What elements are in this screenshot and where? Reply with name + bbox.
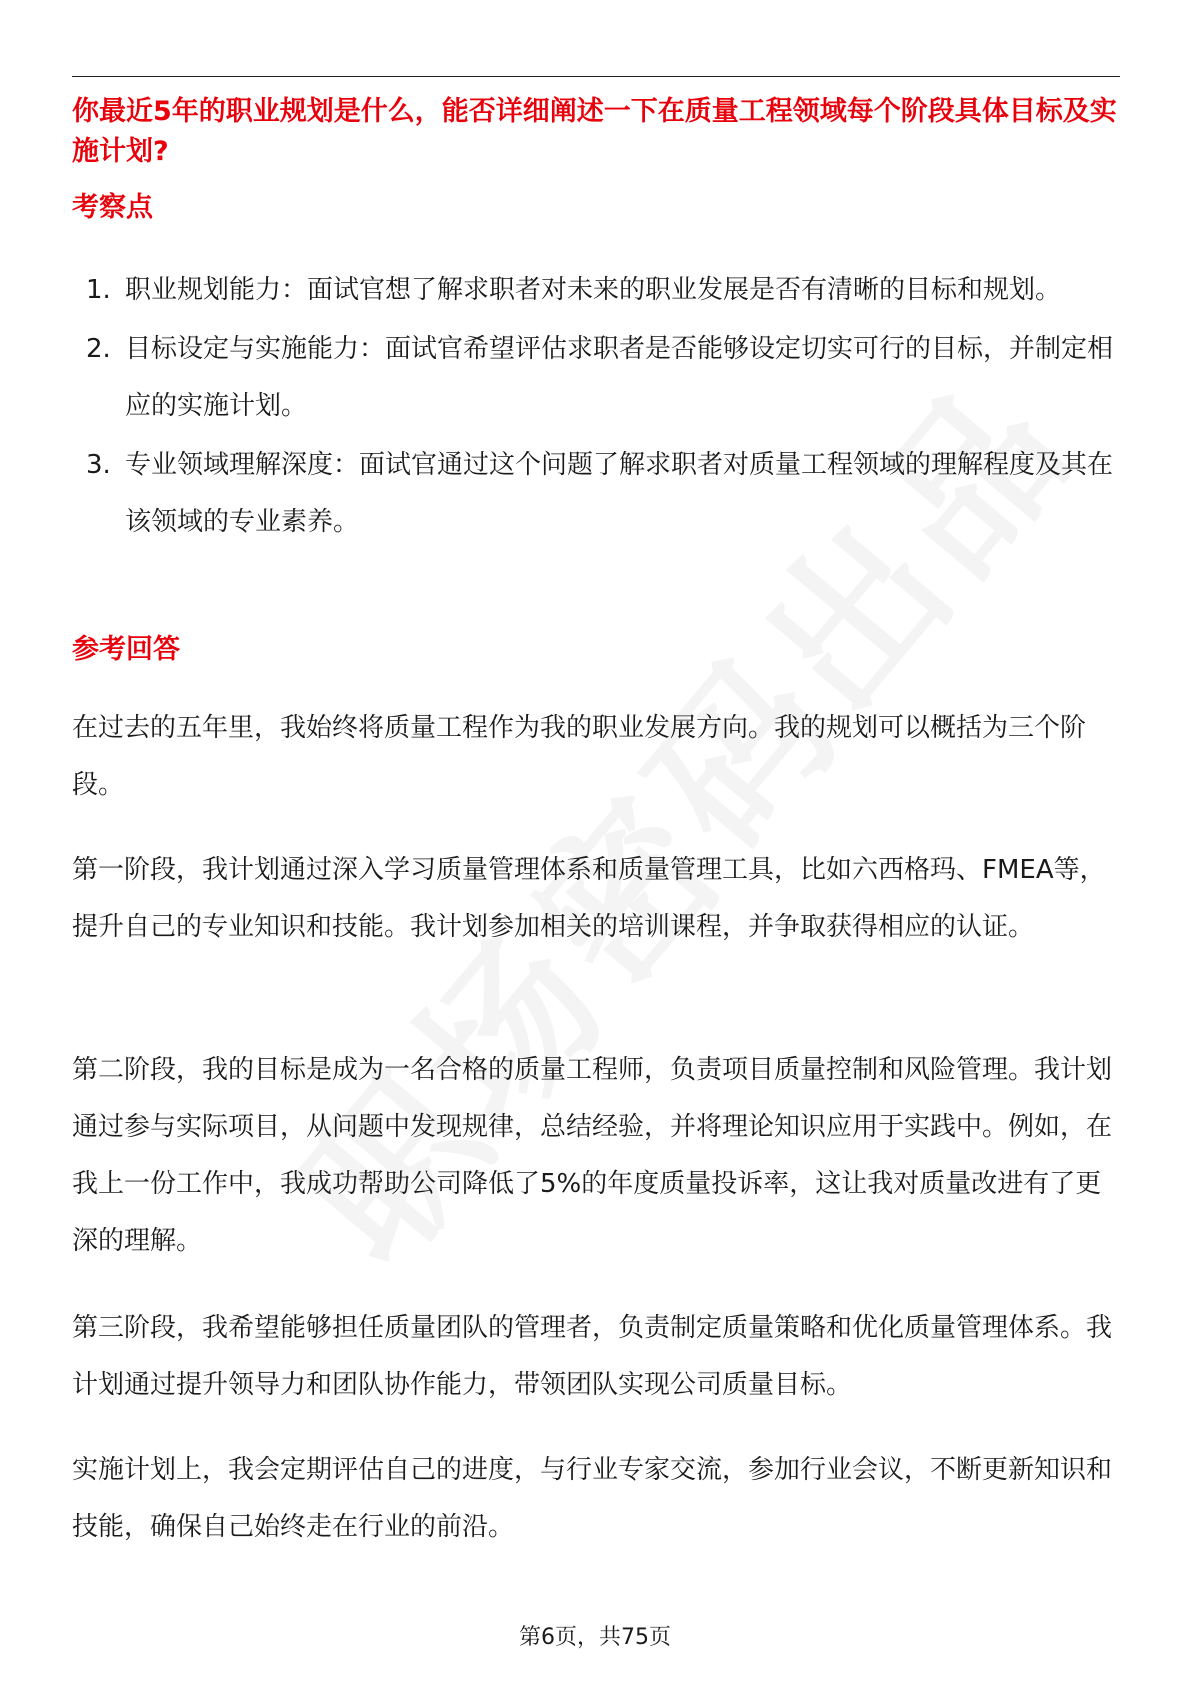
point-item	[72, 321, 1122, 435]
answer-paragraph: 第二阶段，我的目标是成为一名合格的质量工程师，负责项目质量控制和风险管理。我计划通过参与实际项目，从问题中发现规律，总结经验，并将理论知识应用于实践中。例如，在我上一份工作中，我成功帮助公司降低了5%的年度质量投诉率，这让我对质量改进有了更深的理解。	[72, 1055, 1113, 1256]
answer-paragraph: 在过去的五年里，我始终将质量工程作为我的职业发展方向。我的规划可以概括为三个阶段。	[72, 713, 1087, 800]
point-number: 1.	[86, 275, 111, 305]
section-title-answer: 参考回答	[72, 634, 180, 665]
points-list	[72, 262, 1122, 553]
section-title-points: 考察点	[72, 192, 153, 223]
top-divider	[72, 76, 1120, 77]
answer-paragraph: 第三阶段，我希望能够担任质量团队的管理者，负责制定质量策略和优化质量管理体系。我计划通过提升领导力和团队协作能力，带领团队实现公司质量目标。	[72, 1313, 1113, 1400]
point-text: 目标设定与实施能力：面试官希望评估求职者是否能够设定切实可行的目标，并制定相应的实施计划。	[125, 334, 1114, 421]
point-text: 职业规划能力：面试官想了解求职者对未来的职业发展是否有清晰的目标和规划。	[125, 275, 1062, 305]
page-footer: 第6页，共75页	[519, 1625, 671, 1650]
point-number: 3.	[86, 450, 111, 480]
point-text: 专业领域理解深度：面试官通过这个问题了解求职者对质量工程领域的理解程度及其在该领域的专业素养。	[125, 450, 1114, 537]
answer-paragraph: 第一阶段，我计划通过深入学习质量管理体系和质量管理工具，比如六西格玛、FMEA等，提升自己的专业知识和技能。我计划参加相关的培训课程，并争取获得相应的认证。	[72, 855, 1106, 942]
answer-paragraph: 实施计划上，我会定期评估自己的进度，与行业专家交流，参加行业会议，不断更新知识和技能，确保自己始终走在行业的前沿。	[72, 1455, 1113, 1542]
point-item	[72, 437, 1122, 551]
question-heading: 你最近5年的职业规划是什么，能否详细阐述一下在质量工程领域每个阶段具体目标及实施计划?	[72, 96, 1117, 167]
point-number: 2.	[86, 334, 111, 364]
point-item	[72, 262, 1122, 319]
